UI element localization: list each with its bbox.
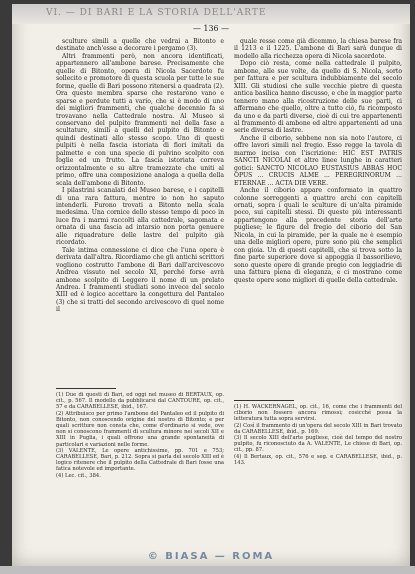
document-page — [12, 4, 410, 566]
right-column — [234, 38, 402, 398]
header-strip — [12, 4, 410, 24]
left-column — [56, 38, 224, 384]
left-footnotes — [56, 392, 224, 560]
page-number: — 136 — — [192, 24, 230, 33]
footnote: (4) Il Bertaux, op. cit., 576 e seg. e CARABELLESE, ibid., p. 143. — [234, 453, 402, 466]
footnote-divider — [56, 388, 116, 389]
library-watermark: © BIASA — ROMA — [147, 551, 275, 562]
right-paragraph: Anche il ciborio, sebbene non sia noto l'autore, ci offre lavori simili nel fregio. Esso regge la tavola di marmo incisa con l'iscrizione: HIC EST PATRIS SANCTI NICOLAI et altre linee lunghe in caratteri gotici: SANCTO NICOLAO EUSTASIUS ABBAS HOC OPUS ... CRUCIS ALME ... PEREGRINORUM ... ETERNAE ... ACTA DIE VERE. — [234, 134, 402, 187]
right-footnotes — [234, 404, 402, 524]
footnote-divider — [234, 400, 294, 401]
footnote: (1) Due di questi di Bari, ed oggi nel museo di BERTAUX, op. cit., p. 567. Il modello da pubblicarsi dal CANTOURE, op. cit., 57 e da CARABELLESE, ibid., 167. — [56, 392, 224, 411]
footnote: (2) Così il frammento di un'opera del secolo XIII in Bari trovato da CARABELLESE, ibid., p. 169. — [234, 422, 402, 435]
header-ghost-text: VI. — DI BARI E LA STORIA DELL'ARTE — [46, 8, 267, 18]
left-paragraph: Altri frammenti però, non ancora identificati, appartennero all'ambone barese. Precisamente che quelle di Bitonto, opera di Nicola Sacerdote fu sollecito e promotore di questa scuola per tutte le sue forme, quelle di Bari possono ritenersi a quadrata (2). Ora queste membra sparse che restarono vano e sparse e perdute tutti a vario, che si è modo di uno dei migliori frammenti, che qualche decennio fa si trovavano nella Cattedrale nostra. Al Museo si conservano del pulpito frammenti nel della fase a scultature, simili a quelli del pulpito di Bitonto e quindi destinati allo stesso scopo. Uno di questi pulpiti è nella fascia istoriata di fiori imitati da palmette e con una specie di pulvino scolpito con foglie ed un frutto. La fascia istoriata correva orizzontalmente e su altre tramezzate che uniti al primo, offre una composizione analoga a quella della scala dell'ambone di Bitonto. — [56, 52, 224, 187]
footnote: (2) Attribuisco per primo l'ambone del Pantaleo ed il pulpito di Bitonto, non conoscendo origine del nostro di Bitonto; e per quali scritture non consta che, come d'ordinario si vede, ove non si conoscono frammenti di scultura minore nei secoli XII e XIII in Puglia, i quali offrono una grande spontaneità di particolari e variazioni nelle forme. — [56, 410, 224, 448]
scan-bottom-strip — [0, 566, 415, 574]
left-paragraph: sculture simili a quelle che vedrai a Bitonto e destinate anch'esse a decorare i pergamo (3). — [56, 38, 224, 53]
footnote: (4) Lec. cit., 384. — [56, 472, 101, 479]
footnote: (1) H. WACKERNAGEL, op. cit., 16, come che i frammenti del ciborio non fossero ancora rimossi; cosicché possa la letteratura tutta sopra servirsi. — [234, 404, 402, 423]
right-paragraph: Anche il ciborio appare conformato in quattro colonne sorreggenti a quattro archi con capitelli ornati, sopra i quali le sculture di un'alta piramide poco, sui capitelli stessi. Di queste più interessanti appartengono alla precedente storia dell'arte pugliese; le figure del fregio del ciborio del San Nicola, in cui la piramide, per la quale ne è esempio una delle migliori opere, pure sono più che semplici con gioia. Un di questi capitelli, che si trova sotto la fine parte superiore dove si appoggia il bassorilievo, sono queste opere di grande pregio con leggiadrie di una fattura piena di eleganza, e ci mostrano come queste opere sono migliori di quelle della cattedrale. — [234, 187, 402, 284]
footnote: (3) VALENTE, Le opere antichissime, pp. 701 e 753; CARABELLESE, Bari, p. 212. Sopra si parla del secolo XIII ed è logico ritenere che il pulpito della Cattedrale di Bari fosse una fatica notevole ed importante. — [56, 447, 224, 473]
footnote: (3) Il secolo XIII dell'arte pugliese, cioè del tempo del nostro pulpito, fu riconosciuto da A. VALENTE, Le chiese di Bari, op. cit., pp. 87. — [234, 435, 402, 454]
right-paragraph: Dopo ciò resta, come nella cattedrale il pulpito, ambone, alle sue volte, da quello di S. Nicola, sorto per fattura e per scultura indubbiamente del secolo XIII. Gli studiosi che sulle vecchie pietre di questa antica basilica hanno discusso, e che in maggior parte tennero mano alla ricostruzione delle sue parti, ci affermano che quello, oltre a tutto ciò, fu ricomposto da uno e da parti diverse, cioè di cui tre appartenenti al frammento di ambone ed altre appartenenti ad una serie diversa di lastre. — [234, 60, 402, 135]
left-paragraph: I pilastrini scanalati del Museo barese, e i capitelli di una rara fattura, mentre io non ho saputo intenderli. Furono trovati a Bitonto nella scala medesima. Una cornice dello stesso tempo di poco in luce fra i marmi raccolti alla cattedrale, sagomata e ornata di una fascia ad intarsio non porta genuere alle riquadrature delle lastre del pulpito già ricordato. — [56, 187, 224, 247]
left-paragraph: Tale intima connessione ci dice che l'una opera è derivata dall'altra. Ricordiamo che gli antichi scrittori vogliono costrutto l'ambone di Bari dall'arcivescovo Andrea vissuto nel secolo XI, perché forse avrà ambone scolpito di Leggero il nome di un prelato Andrea. I frammenti studiati sono invece del secolo XIII ed è logico accettare la congettura del Pantaleo (3) che si tratti del secondo arcivescovo di quel nome il — [56, 246, 224, 314]
right-paragraph: quale resse come già dicemmo, la chiesa barese fra il 1213 e il 1225. L'ambone di Bari sarà dunque di modello alla ricchezza opera di Nicola sacerdote. — [234, 38, 402, 60]
